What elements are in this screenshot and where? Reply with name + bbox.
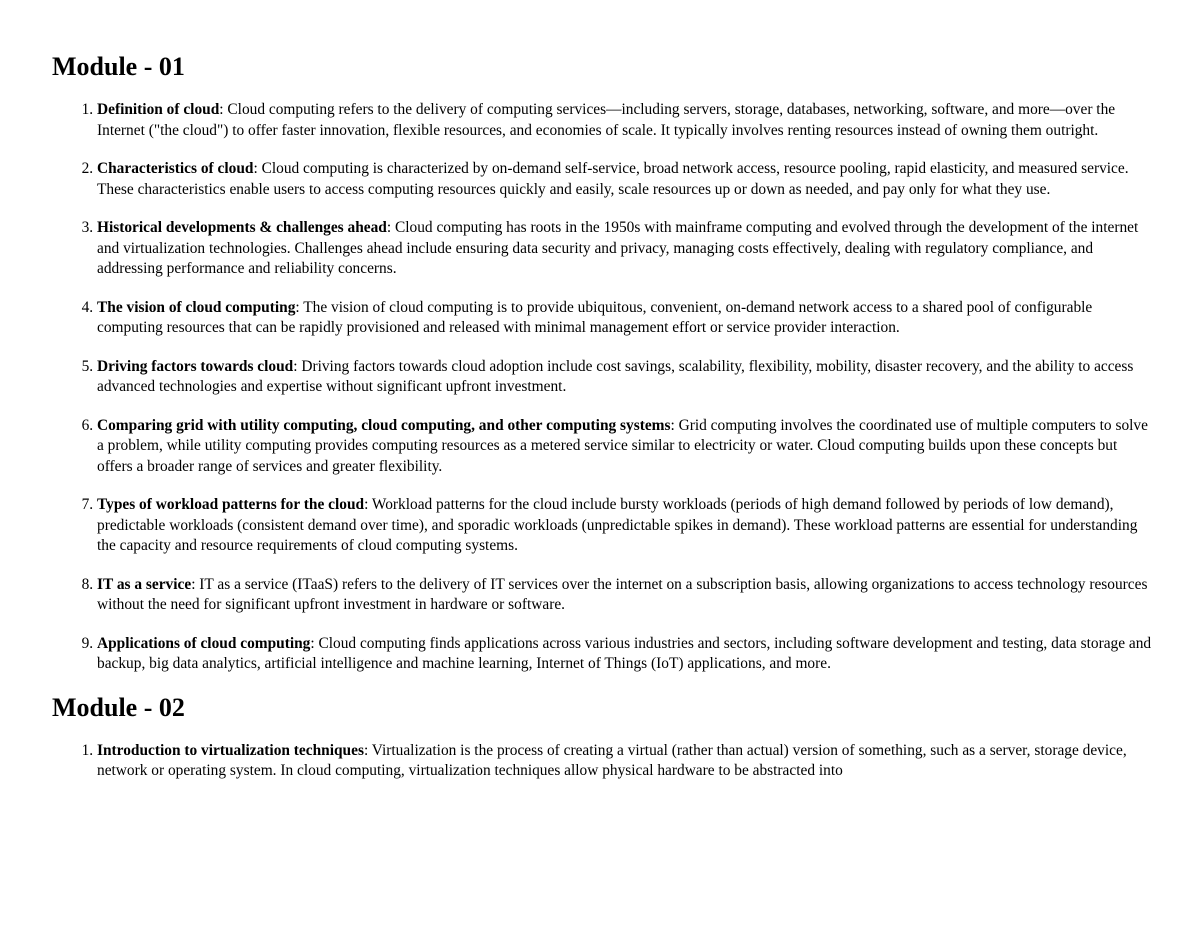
topic-term: Characteristics of cloud — [97, 160, 254, 177]
topic-description: : Cloud computing finds applications across various industries and sectors, including software development and testing, data storage and backup, big data analytics, artificial intelligence and machine learning, Internet of Things (IoT) applications, and more. — [97, 634, 1152, 672]
module-01-heading: Module - 01 — [52, 52, 185, 81]
topic-description: : Workload patterns for the cloud include bursty workloads (periods of high demand followed by periods of low demand), predictable workloads (consistent demand over time), and sporadic workloads (unpredictable spikes in demand). These workload patterns are essential for understanding the capacity and resource requirements of cloud computing systems. — [97, 496, 1138, 554]
module-02-topic-list — [52, 741, 1152, 782]
topic-term: The vision of cloud computing — [97, 298, 296, 316]
document-page — [52, 50, 1152, 782]
topic-description: : Virtualization is the process of creating a virtual (rather than actual) version of something, such as a server, storage device, network or operating system. In cloud computing, virtualization techniques allow physical hardware to be abstracted into — [97, 741, 1127, 779]
topic-description: : The vision of cloud computing is to provide ubiquitous, convenient, on-demand network access to a shared pool of configurable computing resources that can be rapidly provisioned and released with minimal management effort or service provider interaction. — [97, 298, 1093, 336]
list-item — [97, 218, 1152, 280]
topic-term: Driving factors towards cloud — [97, 357, 294, 375]
topic-description: : IT as a service (ITaaS) refers to the delivery of IT services over the internet on a subscription basis, allowing organizations to access technology resources without the need for significant upfront investment in hardware or software. — [97, 575, 1148, 613]
list-item — [97, 416, 1152, 478]
topic-term: Comparing grid with utility computing, cloud computing, and other computing systems — [97, 416, 671, 434]
list-item — [97, 159, 1152, 200]
list-item — [97, 575, 1152, 616]
topic-term: IT as a service — [97, 575, 192, 593]
topic-term: Applications of cloud computing — [97, 634, 311, 652]
topic-term: Definition of cloud — [97, 101, 220, 118]
list-item — [97, 495, 1152, 557]
topic-description: : Cloud computing refers to the delivery of computing services—including servers, storage, databases, networking, software, and more—over the Internet ("the cloud") to offer faster innovation, flexible resources, and economies of scale. It typically involves renting resources instead of owning them outright. — [97, 101, 1116, 139]
topic-description: : Grid computing involves the coordinated use of multiple computers to solve a problem, while utility computing provides computing resources as a metered service similar to electricity or water. Cloud computing builds upon these concepts but offers a broader range of services and greater flexibility. — [97, 416, 1148, 475]
list-item — [97, 357, 1152, 398]
list-item — [97, 741, 1152, 782]
topic-description: : Cloud computing has roots in the 1950s with mainframe computing and evolved through the development of the internet and virtualization technologies. Challenges ahead include ensuring data security and privacy, managing costs effectively, dealing with regulatory compliance, and addressing performance and reliability concerns. — [97, 219, 1139, 277]
module-01-topic-list — [52, 100, 1152, 675]
list-item — [97, 100, 1152, 141]
topic-term: Introduction to virtualization techniques — [97, 741, 364, 759]
list-item — [97, 298, 1152, 339]
topic-term: Historical developments & challenges ahead — [97, 219, 387, 236]
topic-description: : Cloud computing is characterized by on-demand self-service, broad network access, resource pooling, rapid elasticity, and measured service. These characteristics enable users to access computing resources quickly and easily, scale resources up or down as needed, and pay only for what they use. — [97, 160, 1129, 198]
topic-description: : Driving factors towards cloud adoption include cost savings, scalability, flexibility, mobility, disaster recovery, and the ability to access advanced technologies and expertise without significant upfront investment. — [97, 357, 1134, 395]
list-item — [97, 634, 1152, 675]
module-02-heading: Module - 02 — [52, 692, 185, 722]
topic-term: Types of workload patterns for the cloud — [97, 496, 365, 513]
